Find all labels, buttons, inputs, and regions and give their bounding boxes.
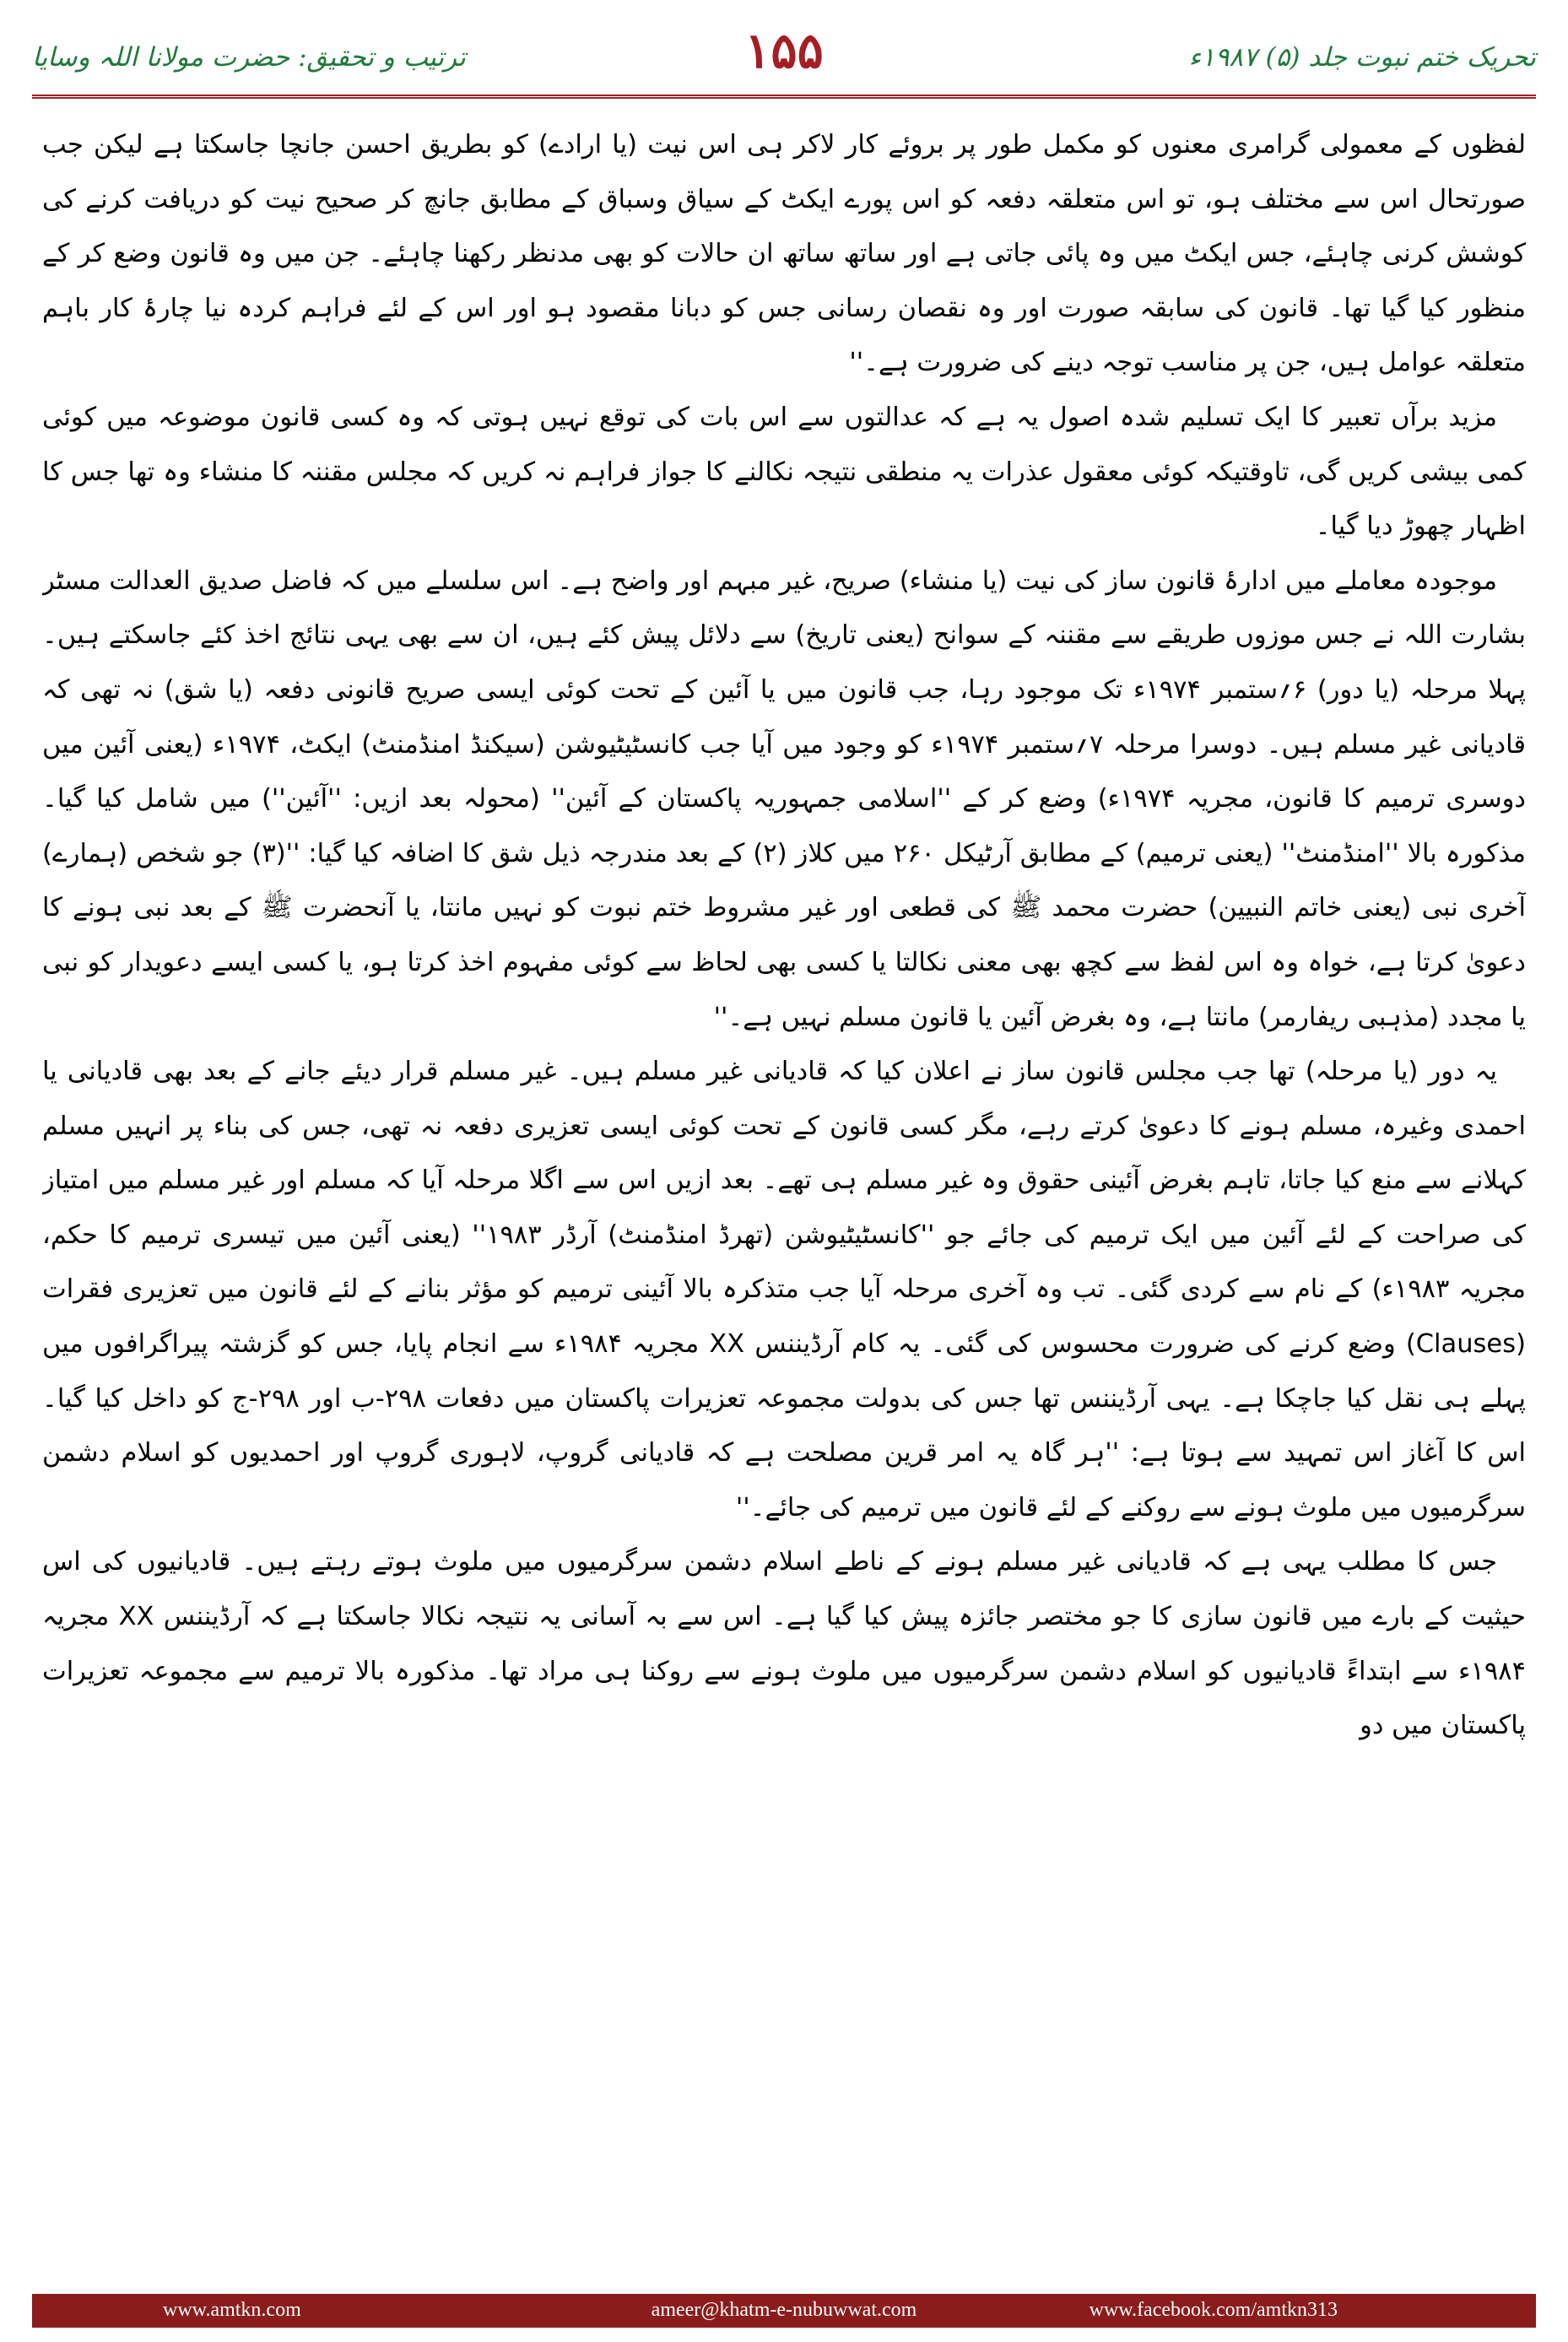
- paragraph-4: یہ دور (یا مرحلہ) تھا جب مجلس قانون ساز نے اعلان کیا کہ قادیانی غیر مسلم ہیں۔ غیر مسلم قرار دیئے جانے کے بعد بھی قادیانی یا احمدی وغیرہ، مسلم ہونے کا دعویٰ کرتے رہے، مگر کسی قانون کے تحت کوئی ایسی تعزیری دفعہ نہ تھی، جس کی بناء پر انہیں مسلم کہلانے سے منع کیا جاتا، تاہم بغرض آئینی حقوق وہ غیر مسلم ہی تھے۔ بعد ازیں اس سے اگلا مرحلہ آیا کہ مسلم اور غیر مسلم میں امتیاز کی صراحت کے لئے آئین میں ایک ترمیم کی جائے جو ''کانسٹیٹیوشن (تھرڈ امنڈمنٹ) آرڈر ۱۹۸۳'' (یعنی آئین میں تیسری ترمیم کا حکم، مجریہ ۱۹۸۳ء) کے نام سے کردی گئی۔ تب وہ آخری مرحلہ آیا جب متذکرہ بالا آئینی ترمیم کو مؤثر بنانے کے لئے قانون میں تعزیری فقرات (Clauses) وضع کرنے کی ضرورت محسوس کی گئی۔ یہ کام آرڈیننس XX مجریہ ۱۹۸۴ء سے انجام پایا، جس کو گزشتہ پیراگرافوں میں پہلے ہی نقل کیا جاچکا ہے۔ یہی آرڈیننس تھا جس کی بدولت مجموعہ تعزیرات پاکستان میں دفعات ۲۹۸-ب اور ۲۹۸-ج کو داخل کیا گیا۔ اس کا آغاز اس تمہید سے ہوتا ہے: ''ہر گاہ یہ امر قرین مصلحت ہے کہ قادیانی گروپ، لاہوری گروپ اور احمدیوں کو اسلام دشمن سرگرمیوں میں ملوث ہونے سے روکنے کے لئے قانون میں ترمیم کی جائے۔'': [42, 1057, 1526, 1523]
- page-body: [42, 118, 1526, 2262]
- page-footer: [32, 2294, 1536, 2328]
- paragraph-2: مزید برآں تعبیر کا ایک تسلیم شدہ اصول یہ ہے کہ عدالتوں سے اس بات کی توقع نہیں ہوتی کہ وہ کسی قانون موضوعہ میں کوئی کمی بیشی کریں گی، تاوقتیکہ کوئی معقول عذرات یہ منطقی نتیجہ نکالنے کا جواز فراہم نہ کریں کہ مجلس مقننہ کا منشاء وہ تھا جس کا اظہار چھوڑ دیا گیا۔: [42, 402, 1526, 542]
- page-number: ۱۵۵: [744, 22, 824, 79]
- facebook-link[interactable]: www.facebook.com/amtkn313: [1089, 2299, 1338, 2321]
- book-title: تحریک ختم نبوت جلد (۵) ۱۹۸۷ء: [1188, 42, 1536, 73]
- editor-credit: ترتیب و تحقیق: حضرت مولانا اللہ وسایا: [32, 42, 466, 73]
- header-divider: [32, 95, 1536, 99]
- website-link[interactable]: www.amtkn.com: [163, 2299, 301, 2321]
- page-header: [32, 19, 1536, 91]
- paragraph-5: جس کا مطلب یہی ہے کہ قادیانی غیر مسلم ہونے کے ناطے اسلام دشمن سرگرمیوں میں ملوث ہوتے رہتے ہیں۔ قادیانیوں کی اس حیثیت کے بارے میں قانون سازی کا جو مختصر جائزہ پیش کیا گیا ہے۔ اس سے بہ آسانی یہ نتیجہ نکالا جاسکتا ہے کہ آرڈیننس XX مجریہ ۱۹۸۴ء سے ابتداءً قادیانیوں کو اسلام دشمن سرگرمیوں میں ملوث ہونے سے روکنا ہی مراد تھا۔ مذکورہ بالا ترمیم سے مجموعہ تعزیرات پاکستان میں دو: [42, 1547, 1526, 1741]
- email-link[interactable]: ameer@khatm-e-nubuwwat.com: [651, 2299, 917, 2321]
- paragraph-1: لفظوں کے معمولی گرامری معنوں کو مکمل طور پر بروئے کار لاکر ہی اس نیت (یا ارادے) کو بطریق احسن جانچا جاسکتا ہے لیکن جب صورتحال اس سے مختلف ہو، تو اس متعلقہ دفعہ کو اس پورے ایکٹ کے سیاق وسباق کے مطابق جانچ کر صحیح نیت کو دریافت کرنے کی کوشش کرنی چاہئے، جس ایکٹ میں وہ پائی جاتی ہے اور ساتھ ساتھ ان حالات کو بھی مدنظر رکھنا چاہئے۔ جن میں وہ قانون وضع کر کے منظور کیا گیا تھا۔ قانون کی سابقہ صورت اور وہ نقصان رسانی جس کو دبانا مقصود ہو اور اس کے لئے فراہم کردہ نیا چارۂ کار باہم متعلقہ عوامل ہیں، جن پر مناسب توجہ دینے کی ضرورت ہے۔'': [42, 130, 1526, 378]
- paragraph-3: موجودہ معاملے میں ادارۂ قانون ساز کی نیت (یا منشاء) صریح، غیر مبہم اور واضح ہے۔ اس سلسلے میں کہ فاضل صدیق العدالت مسٹر بشارت اللہ نے جس موزوں طریقے سے مقننہ کے سوانح (یعنی تاریخ) سے دلائل پیش کئے ہیں، ان سے بھی یہی نتائج اخذ کئے جاسکتے ہیں۔ پہلا مرحلہ (یا دور) ۶؍ستمبر ۱۹۷۴ء تک موجود رہا، جب قانون میں یا آئین کے تحت کوئی ایسی صریح قانونی دفعہ (یا شق) نہ تھی کہ قادیانی غیر مسلم ہیں۔ دوسرا مرحلہ ۷؍ستمبر ۱۹۷۴ء کو وجود میں آیا جب کانسٹیٹیوشن (سیکنڈ امنڈمنٹ) ایکٹ، ۱۹۷۴ء (یعنی آئین میں دوسری ترمیم کا قانون، مجریہ ۱۹۷۴ء) وضع کر کے ''اسلامی جمہوریہ پاکستان کے آئین'' (محولہ بعد ازیں: ''آئین'') میں شامل کیا گیا۔ مذکورہ بالا ''امنڈمنٹ'' (یعنی ترمیم) کے مطابق آرٹیکل ۲۶۰ میں کلاز (۲) کے بعد مندرجہ ذیل شق کا اضافہ کیا گیا: ''(۳) جو شخص (ہمارے) آخری نبی (یعنی خاتم النبیین) حضرت محمد ﷺ کی قطعی اور غیر مشروط ختم نبوت کو نہیں مانتا، یا آنحضرت ﷺ کے بعد نبی ہونے کا دعویٰ کرتا ہے، خواہ وہ اس لفظ سے کچھ بھی معنی نکالتا یا کسی بھی لحاظ سے کوئی مفہوم اخذ کرتا ہو، یا کسی ایسے دعویدار کو نبی یا مجدد (مذہبی ریفارمر) مانتا ہے، وہ بغرض آئین یا قانون مسلم نہیں ہے۔'': [42, 565, 1526, 1032]
